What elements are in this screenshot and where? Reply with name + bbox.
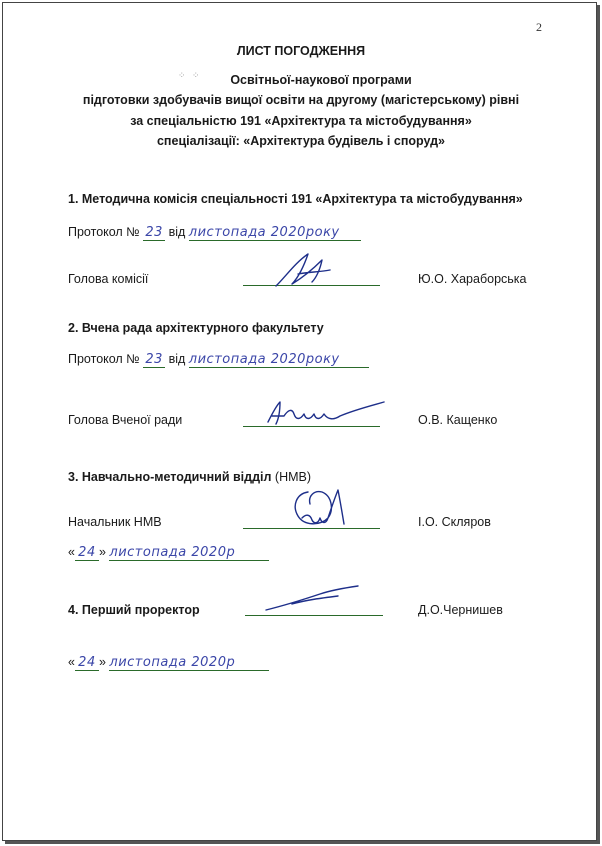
date-open-quote: « bbox=[68, 545, 75, 559]
from-label: від bbox=[168, 352, 186, 366]
section3-signature bbox=[290, 484, 360, 534]
section3-name: І.О. Скляров bbox=[418, 515, 491, 529]
header-line-2: підготовки здобувачів вищої освіти на другому (магістерському) рівні bbox=[82, 93, 520, 107]
section4-date bbox=[68, 655, 269, 671]
section2-role: Голова Вченої ради bbox=[68, 413, 183, 427]
date-day: 24 bbox=[75, 545, 99, 561]
protocol-date: листопада 2020року bbox=[189, 352, 369, 368]
section1-protocol bbox=[68, 225, 361, 241]
section2-heading: 2. Вчена рада архітектурного факультету bbox=[68, 321, 324, 335]
header-line-3: за спеціальністю 191 «Архітектура та містобудування» bbox=[130, 114, 472, 128]
section3-heading-suffix: (НМВ) bbox=[274, 470, 312, 484]
date-open-quote: « bbox=[68, 655, 75, 669]
date-rest: листопада 2020р bbox=[109, 655, 269, 671]
section2-name: О.В. Кащенко bbox=[418, 413, 498, 427]
date-rest: листопада 2020р bbox=[109, 545, 269, 561]
protocol-label: Протокол № bbox=[68, 225, 140, 239]
section4-signature-line bbox=[245, 615, 383, 616]
section3-date bbox=[68, 545, 269, 561]
section4-heading: 4. Перший проректор bbox=[68, 603, 200, 617]
section4-name: Д.О.Чернишев bbox=[418, 603, 503, 617]
section2-signature bbox=[262, 398, 387, 432]
protocol-number: 23 bbox=[143, 352, 165, 368]
header-line-4: спеціалізації: «Архітектура будівель і споруд» bbox=[156, 134, 446, 148]
document-title: ЛИСТ ПОГОДЖЕННЯ bbox=[236, 44, 366, 58]
section3-heading-text: 3. Навчально-методичний відділ bbox=[68, 470, 272, 484]
from-label: від bbox=[168, 225, 186, 239]
scan-smudge: ⁘ ⁘ bbox=[178, 70, 202, 80]
section3-heading bbox=[68, 470, 311, 484]
section1-heading: 1. Методична комісія спеціальності 191 «Архітектура та містобудування» bbox=[68, 192, 523, 206]
date-close-quote: » bbox=[98, 655, 106, 669]
page-number: 2 bbox=[536, 20, 542, 34]
section1-signature bbox=[268, 248, 338, 290]
protocol-label: Протокол № bbox=[68, 352, 140, 366]
protocol-number: 23 bbox=[143, 225, 165, 241]
date-day: 24 bbox=[75, 655, 99, 671]
date-close-quote: » bbox=[98, 545, 106, 559]
section1-name: Ю.О. Хараборська bbox=[418, 272, 527, 286]
header-line-1: Освітньої-наукової програми bbox=[230, 73, 412, 87]
protocol-date: листопада 2020року bbox=[189, 225, 361, 241]
section3-role: Начальник НМВ bbox=[68, 515, 162, 529]
section4-signature bbox=[262, 584, 362, 614]
section1-role: Голова комісії bbox=[68, 272, 149, 286]
section2-protocol bbox=[68, 352, 369, 368]
